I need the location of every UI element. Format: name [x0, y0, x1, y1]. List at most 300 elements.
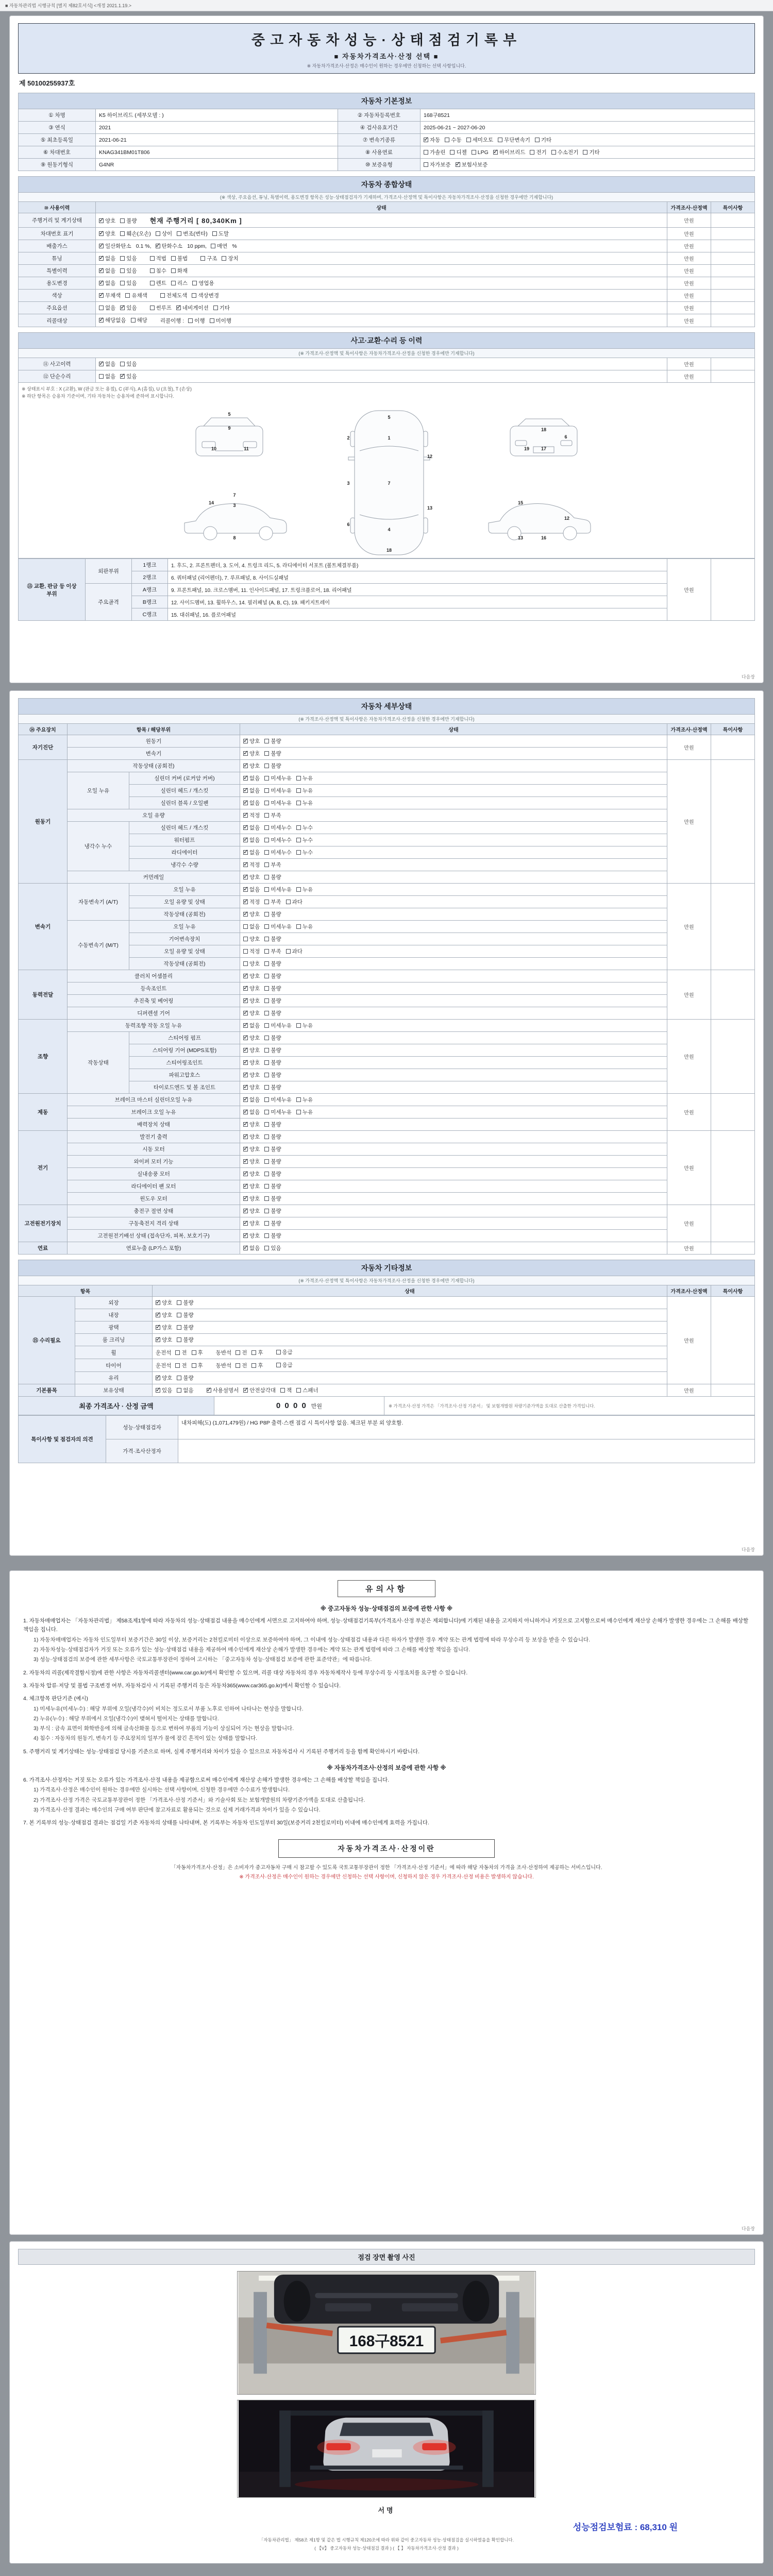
checkbox-장치[interactable] [222, 255, 238, 262]
checkbox-불량[interactable] [264, 1059, 281, 1066]
checkbox-불량[interactable] [264, 1121, 281, 1128]
checkbox-양호[interactable] [243, 1195, 260, 1202]
checkbox-불량[interactable] [264, 1009, 281, 1017]
diagram-number-3: 3 [347, 481, 350, 486]
checkbox-양호[interactable] [156, 1374, 172, 1382]
detail-condition-table [18, 723, 755, 1255]
checkbox-응급[interactable] [276, 1348, 293, 1356]
checkbox-없음[interactable] [99, 360, 115, 368]
item-cell: 타이어 [75, 1359, 153, 1372]
transmission-options [421, 134, 755, 146]
checkbox-불량[interactable] [264, 1207, 281, 1215]
checkbox-없음[interactable] [243, 1096, 260, 1104]
checkbox-양호[interactable] [243, 1121, 260, 1128]
checkbox-box [251, 1350, 256, 1355]
checkbox-기타[interactable] [213, 304, 230, 312]
item-cell: 배력장치 상태 [68, 1118, 240, 1131]
status-group [207, 1386, 323, 1394]
checkbox-양호[interactable] [243, 985, 260, 992]
checkbox-양호[interactable] [243, 910, 260, 918]
next-page-link[interactable]: 다음장 [741, 1547, 755, 1552]
checkbox-양호[interactable] [243, 1059, 260, 1066]
checkbox-양호[interactable] [243, 1232, 260, 1240]
checkbox-유채색[interactable] [125, 292, 147, 299]
checkbox-label: LPG [477, 149, 489, 156]
checkbox-매연[interactable] [211, 242, 227, 250]
etc-cell [711, 1094, 755, 1131]
item-cell: 오일 누유 [129, 921, 240, 933]
checkbox-불량[interactable] [264, 1232, 281, 1240]
checkbox-불량[interactable] [264, 1133, 281, 1141]
checkbox-불량[interactable] [177, 1374, 193, 1382]
checkbox-불량[interactable] [264, 1170, 281, 1178]
checkbox-잭[interactable] [280, 1386, 292, 1394]
checkbox-없음[interactable] [243, 836, 260, 844]
checkbox-box [171, 256, 176, 261]
checkbox-훼손(오손)[interactable] [120, 230, 151, 238]
checkbox-label: 무단변속기 [504, 137, 530, 143]
checkbox-미세누유[interactable] [264, 1108, 292, 1116]
checkbox-응급[interactable] [276, 1361, 293, 1369]
other-info-table [18, 1285, 755, 1397]
checkbox-box [424, 150, 428, 155]
checkbox-양호[interactable] [243, 750, 260, 757]
checkbox-양호[interactable] [99, 217, 115, 225]
status-cell [240, 982, 667, 995]
checkbox-양호[interactable] [156, 1299, 172, 1307]
checkbox-label: 기타 [219, 305, 230, 311]
checkbox-불량[interactable] [177, 1336, 193, 1344]
checkbox-box [264, 1097, 269, 1102]
checkbox-있음[interactable] [120, 372, 137, 380]
checkbox-양호[interactable] [243, 1046, 260, 1054]
checkbox-누유[interactable] [296, 923, 313, 930]
notice-item [23, 1776, 750, 1815]
checkbox-수동[interactable] [445, 136, 461, 144]
detail-row [19, 1193, 755, 1205]
status-group [243, 1022, 317, 1029]
checkbox-전기[interactable] [530, 148, 546, 156]
checkbox-불량[interactable] [264, 960, 281, 968]
checkbox-불량[interactable] [177, 1324, 193, 1331]
checkbox-불량[interactable] [177, 1311, 193, 1319]
checkbox-없음[interactable] [243, 774, 260, 782]
status-cell [96, 277, 667, 290]
checkbox-무단변속기[interactable] [498, 136, 530, 144]
checkbox-구조[interactable] [200, 255, 217, 262]
status-group [99, 242, 241, 250]
status-cell [240, 834, 667, 846]
checkbox-label: 양호 [249, 961, 260, 967]
checkbox-전[interactable] [236, 1349, 247, 1357]
status-cell [240, 1069, 667, 1081]
checkbox-있음[interactable] [264, 1244, 281, 1252]
status-cell [96, 240, 667, 252]
checkbox-label: 안전삼각대 [249, 1387, 276, 1394]
checkbox-양호[interactable] [243, 1145, 260, 1153]
checkbox-불량[interactable] [264, 935, 281, 943]
checkbox-box [243, 875, 248, 879]
checkbox-도말[interactable] [212, 230, 229, 238]
checkbox-과다[interactable] [286, 898, 303, 906]
checkbox-양호[interactable] [243, 1034, 260, 1042]
checkbox-부족[interactable] [264, 861, 281, 869]
checkbox-적정[interactable] [243, 947, 260, 955]
checkbox-미세누유[interactable] [264, 799, 292, 807]
checkbox-전[interactable] [175, 1349, 187, 1357]
checkbox-label: 불량 [183, 1337, 194, 1343]
reg-no-label: ② 자동차등록번호 [338, 109, 421, 122]
checkbox-양호[interactable] [156, 1311, 172, 1319]
detail-row [19, 995, 755, 1007]
checkbox-가솔린[interactable] [424, 148, 445, 156]
checkbox-없음[interactable] [243, 1244, 260, 1252]
checkbox-불법[interactable] [171, 255, 188, 262]
status-cell [240, 970, 667, 982]
checkbox-후[interactable] [192, 1362, 203, 1369]
notice-item [23, 1617, 750, 1665]
checkbox-양호[interactable] [243, 1158, 260, 1165]
basic-row [19, 159, 755, 171]
checkbox-안전삼각대[interactable] [243, 1386, 276, 1394]
checkbox-box [264, 961, 269, 966]
checkbox-양호[interactable] [243, 935, 260, 943]
checkbox-불량[interactable] [264, 1182, 281, 1190]
checkbox-box [120, 306, 125, 310]
checkbox-불량[interactable] [264, 1158, 281, 1165]
checkbox-네비게이션[interactable] [176, 304, 209, 312]
checkbox-미세누유[interactable] [264, 787, 292, 794]
checkbox-없음[interactable] [99, 372, 115, 380]
item-cell: 와이퍼 모터 기능 [68, 1156, 240, 1168]
checkbox-없음[interactable] [177, 1386, 193, 1394]
checkbox-box [243, 801, 248, 805]
checkbox-없음[interactable] [243, 849, 260, 856]
checkbox-누유[interactable] [296, 886, 313, 893]
overall-head-etc: 특이사항 [711, 202, 755, 213]
status-group [243, 1182, 286, 1190]
checkbox-불량[interactable] [264, 1046, 281, 1054]
checkbox-label: 양호 [162, 1312, 173, 1318]
checkbox-있음[interactable] [120, 304, 137, 312]
detail-row [19, 1044, 755, 1057]
status-cell [240, 846, 667, 859]
checkbox-하이브리드[interactable] [493, 148, 526, 156]
first-registration-label: ⑤ 최초등록일 [19, 134, 96, 146]
checkbox-해당없음[interactable] [99, 316, 126, 324]
checkbox-해당[interactable] [131, 316, 147, 324]
status-group [150, 267, 193, 275]
checkbox-미세누수[interactable] [264, 849, 292, 856]
item-cell: 냉각수 수량 [129, 859, 240, 871]
checkbox-없음[interactable] [243, 799, 260, 807]
next-page-link[interactable]: 다음장 [741, 674, 755, 680]
status-group [243, 774, 317, 782]
checkbox-box [150, 268, 155, 273]
checkbox-누수[interactable] [296, 836, 313, 844]
checkbox-있음[interactable] [120, 360, 137, 368]
checkbox-불량[interactable] [264, 910, 281, 918]
item-cell: 등속조인트 [68, 982, 240, 995]
checkbox-과다[interactable] [286, 947, 303, 955]
checkbox-불량[interactable] [264, 750, 281, 757]
detail-row [19, 945, 755, 958]
status-group [243, 1244, 286, 1252]
checkbox-label: 누유 [302, 887, 313, 893]
status-group [243, 1219, 286, 1227]
checkbox-불량[interactable] [264, 972, 281, 980]
checkbox-자가보증[interactable] [424, 161, 451, 168]
status-cell [240, 1242, 667, 1255]
checkbox-누유[interactable] [296, 1096, 313, 1104]
checkbox-보험사보증[interactable] [456, 161, 488, 168]
checkbox-box [264, 739, 269, 743]
checkbox-없음[interactable] [99, 304, 115, 312]
checkbox-양호[interactable] [243, 1083, 260, 1091]
checkbox-불량[interactable] [264, 873, 281, 881]
checkbox-누수[interactable] [296, 849, 313, 856]
insurance-fee-value: 68,310 원 [640, 2522, 678, 2532]
checkbox-누유[interactable] [296, 1022, 313, 1029]
checkbox-불량[interactable] [264, 762, 281, 770]
notice-subitem: 4) 침수 : 자동차의 원동기, 변속기 등 주요장치의 일부가 물에 잠긴 흔적이 있는 상태를 말합니다. [33, 1735, 258, 1742]
checkbox-일산화탄소[interactable] [99, 242, 131, 250]
checkbox-box [264, 1036, 269, 1040]
checkbox-불량[interactable] [264, 1071, 281, 1079]
checkbox-리스[interactable] [171, 279, 188, 287]
checkbox-label: 있음 [126, 374, 137, 380]
checkbox-미세누수[interactable] [264, 836, 292, 844]
checkbox-label: 수소전기 [557, 149, 579, 156]
checkbox-box [177, 1300, 181, 1305]
checkbox-box [243, 1221, 248, 1226]
checkbox-양호[interactable] [243, 1009, 260, 1017]
checkbox-label: 네비게이션 [182, 305, 209, 311]
checkbox-변조(변타)[interactable] [177, 230, 208, 238]
form-subnote: ※ 자동차가격조사·산정은 매수인이 원하는 경우에만 신청하는 선택 사항입니다. [307, 63, 466, 69]
checkbox-불량[interactable] [264, 1219, 281, 1227]
status-group [243, 886, 317, 893]
checkbox-label: 미세누유 [271, 800, 292, 806]
status-group [156, 1386, 198, 1394]
checkbox-없음[interactable] [243, 1022, 260, 1029]
checkbox-label: 없음 [249, 1023, 260, 1029]
checkbox-box [583, 150, 587, 155]
checkbox-미세누유[interactable] [264, 886, 292, 893]
checkbox-label: 적정 [249, 812, 260, 819]
status-group [160, 292, 224, 299]
checkbox-렌트[interactable] [150, 279, 166, 287]
checkbox-후[interactable] [251, 1362, 263, 1369]
checkbox-있음[interactable] [120, 255, 137, 262]
checkbox-자동[interactable] [424, 136, 440, 144]
status-cell [240, 1131, 667, 1143]
checkbox-label: 없음 [105, 280, 116, 286]
section-detail-title: 자동차 세부상태 [18, 698, 755, 714]
checkbox-미세누유[interactable] [264, 923, 292, 930]
status-group [243, 947, 307, 955]
checkbox-box [264, 751, 269, 756]
checkbox-양호[interactable] [243, 1219, 260, 1227]
checkbox-양호[interactable] [243, 762, 260, 770]
status-cell [240, 735, 667, 748]
section-other-note: (※ 가격조사·산정액 및 특이사항은 자동차가격조사·산정을 신청한 경우에만 기재합니다) [18, 1276, 755, 1285]
checkbox-후[interactable] [251, 1349, 263, 1357]
checkbox-적정[interactable] [243, 861, 260, 869]
checkbox-부족[interactable] [264, 811, 281, 819]
checkbox-영업용[interactable] [192, 279, 214, 287]
detail-row [19, 834, 755, 846]
checkbox-label: 양호 [249, 874, 260, 880]
checkbox-label: 양호 [162, 1325, 173, 1331]
checkbox-없음[interactable] [243, 923, 260, 930]
diagram-number-17: 17 [541, 446, 547, 451]
checkbox-디젤[interactable] [450, 148, 466, 156]
checkbox-label: 불량 [271, 986, 281, 992]
checkbox-세미오토[interactable] [466, 136, 494, 144]
checkbox-수소전기[interactable] [551, 148, 579, 156]
checkbox-없음[interactable] [243, 1108, 260, 1116]
checkbox-화재[interactable] [171, 267, 188, 275]
checkbox-불량[interactable] [264, 1083, 281, 1091]
checkbox-양호[interactable] [243, 1071, 260, 1079]
checkbox-box [296, 887, 301, 892]
checkbox-부족[interactable] [264, 898, 281, 906]
next-page-link[interactable]: 다음장 [741, 2226, 755, 2231]
checkbox-기타[interactable] [583, 148, 599, 156]
checkbox-불량[interactable] [264, 985, 281, 992]
checkbox-미세누유[interactable] [264, 1022, 292, 1029]
checkbox-이행[interactable] [188, 317, 205, 325]
reg-no-value: 168구8521 [421, 109, 755, 122]
checkbox-양호[interactable] [243, 1170, 260, 1178]
checkbox-box [207, 1388, 211, 1393]
checkbox-box [472, 150, 476, 155]
checkbox-box [243, 1085, 248, 1090]
checkbox-label: 누유 [302, 788, 313, 794]
status-group [243, 935, 286, 943]
checkbox-양호[interactable] [156, 1324, 172, 1331]
checkbox-양호[interactable] [243, 997, 260, 1005]
checkbox-누유[interactable] [296, 787, 313, 794]
checkbox-미세누유[interactable] [264, 774, 292, 782]
checkbox-label: 미세누유 [271, 788, 292, 794]
checkbox-box [493, 150, 498, 155]
checkbox-상이[interactable] [156, 230, 172, 238]
checkbox-label: 불량 [271, 1208, 281, 1214]
checkbox-없음[interactable] [243, 787, 260, 794]
checkbox-양호[interactable] [243, 972, 260, 980]
status-group [243, 1121, 286, 1128]
checkbox-LPG[interactable] [472, 149, 489, 156]
notice-subtitle: ※ 자동차가격조사·산정의 보증에 관한 사항 ※ [327, 1765, 446, 1772]
checkbox-box [150, 306, 155, 310]
checkbox-label: 없음 [249, 850, 260, 856]
checkbox-box [177, 1376, 181, 1380]
checkbox-미세누수[interactable] [264, 824, 292, 832]
checkbox-box [466, 138, 471, 142]
checkbox-불량[interactable] [264, 997, 281, 1005]
checkbox-box [243, 1184, 248, 1189]
checkbox-적정[interactable] [243, 811, 260, 819]
detail-row [19, 735, 755, 748]
checkbox-썬루프[interactable] [150, 304, 172, 312]
status-text: 운전석 [156, 1363, 172, 1369]
item-cell: 원동기 [68, 735, 240, 748]
checkbox-양호[interactable] [243, 1182, 260, 1190]
checkbox-미세누유[interactable] [264, 1096, 292, 1104]
checkbox-양호[interactable] [243, 737, 260, 745]
checkbox-양호[interactable] [243, 873, 260, 881]
checkbox-불량[interactable] [264, 1034, 281, 1042]
checkbox-label: 자동 [430, 137, 441, 143]
checkbox-누수[interactable] [296, 824, 313, 832]
other-row [19, 1334, 755, 1346]
checkbox-탄화수소[interactable] [156, 242, 183, 250]
rank-name: B랭크 [132, 596, 168, 608]
overall-head-price: 가격조사·산정액 [667, 202, 711, 213]
checkbox-양호[interactable] [99, 230, 115, 238]
checkbox-부족[interactable] [264, 947, 281, 955]
checkbox-불량[interactable] [264, 1145, 281, 1153]
checkbox-누유[interactable] [296, 1108, 313, 1116]
checkbox-없음[interactable] [99, 279, 115, 287]
checkbox-있음[interactable] [120, 279, 137, 287]
checkbox-사용설명서[interactable] [207, 1386, 239, 1394]
checkbox-침수[interactable] [150, 267, 166, 275]
checkbox-불량[interactable] [120, 217, 137, 225]
checkbox-전체도색[interactable] [160, 292, 188, 299]
opinion-row [19, 1439, 755, 1463]
checkbox-없음[interactable] [99, 267, 115, 275]
checkbox-없음[interactable] [99, 255, 115, 262]
checkbox-누유[interactable] [296, 799, 313, 807]
checkbox-label: 상이 [161, 231, 173, 237]
checkbox-box [156, 1376, 160, 1380]
checkbox-전[interactable] [236, 1362, 247, 1369]
status-group [243, 1170, 286, 1178]
checkbox-적정[interactable] [243, 898, 260, 906]
checkbox-불량[interactable] [177, 1299, 193, 1307]
etc-cell [711, 1242, 755, 1255]
checkbox-label: 없음 [249, 1245, 260, 1251]
legal-text-1: 「자동차관리법」 제58조 제1항 및 같은 법 시행규칙 제120조에 따라 위와 같이 중고자동차 성능·상태점검을 실시하였음을 확인합니다. [259, 2537, 514, 2543]
checkbox-없음[interactable] [243, 886, 260, 893]
checkbox-기타[interactable] [535, 136, 551, 144]
checkbox-적법[interactable] [150, 255, 166, 262]
checkbox-누유[interactable] [296, 774, 313, 782]
checkbox-스패너[interactable] [296, 1386, 318, 1394]
checkbox-양호[interactable] [156, 1336, 172, 1344]
checkbox-있음[interactable] [156, 1386, 172, 1394]
checkbox-있음[interactable] [120, 267, 137, 275]
checkbox-양호[interactable] [243, 1133, 260, 1141]
checkbox-불량[interactable] [264, 737, 281, 745]
checkbox-미이행[interactable] [210, 317, 231, 325]
checkbox-후[interactable] [192, 1349, 203, 1357]
status-cell [153, 1384, 667, 1397]
checkbox-box [99, 318, 104, 323]
checkbox-box [243, 900, 248, 904]
checkbox-없음[interactable] [243, 824, 260, 832]
checkbox-전[interactable] [175, 1362, 187, 1369]
checkbox-색상변경[interactable] [192, 292, 219, 299]
checkbox-label: 양호 [249, 1146, 260, 1153]
checkbox-무채색[interactable] [99, 292, 121, 299]
checkbox-양호[interactable] [243, 1207, 260, 1215]
checkbox-양호[interactable] [243, 960, 260, 968]
checkbox-불량[interactable] [264, 1195, 281, 1202]
